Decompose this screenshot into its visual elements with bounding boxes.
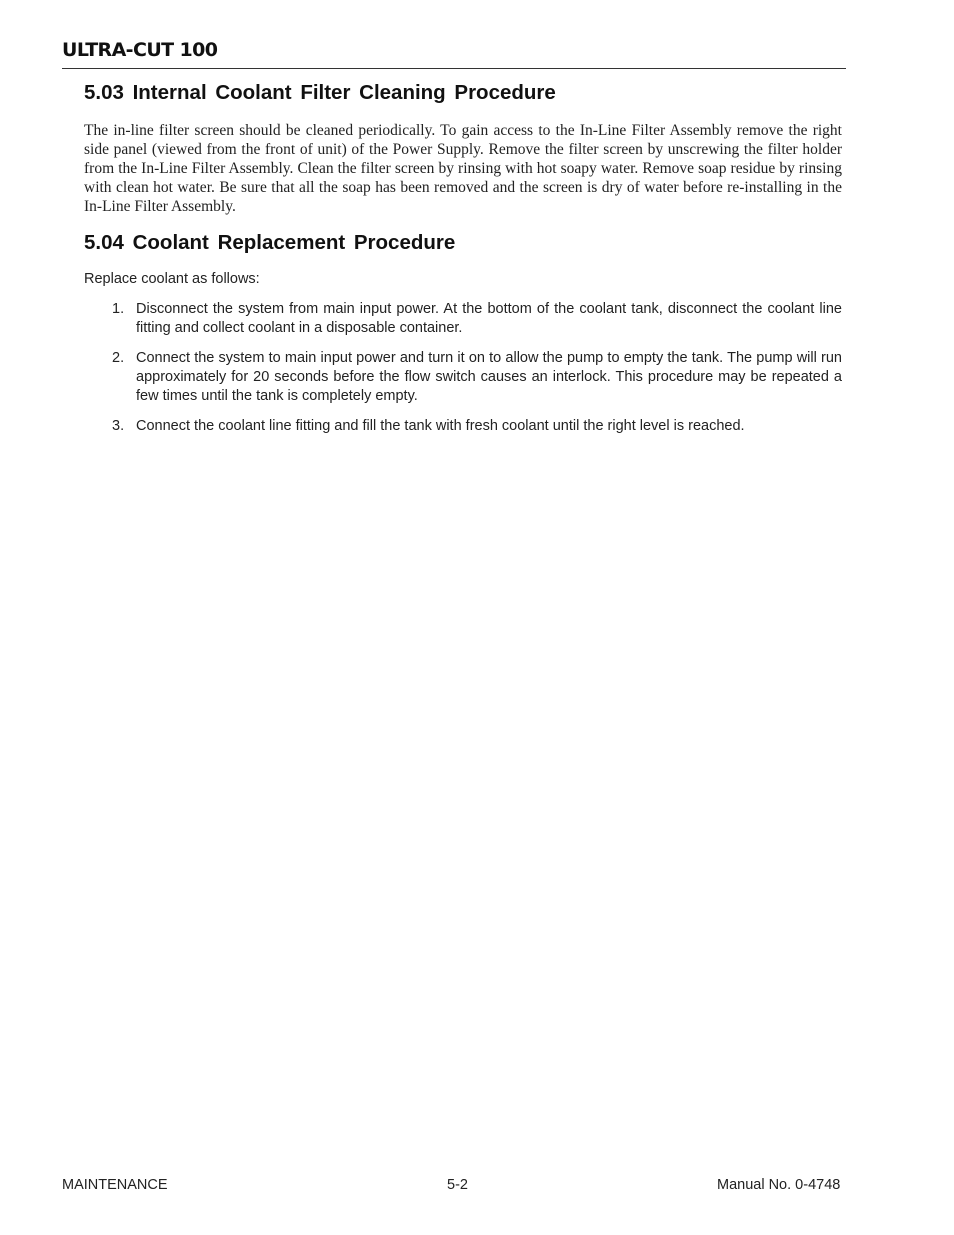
step-text: Disconnect the system from main input power. At the bottom of the coolant tank, disconnect the coolant line fitting and collect coolant in a disposable container. [136, 301, 842, 336]
header-divider [62, 68, 846, 69]
procedure-step [84, 349, 842, 406]
procedure-steps [84, 300, 842, 447]
step-number: 3. [112, 418, 125, 434]
section-heading-5-03: 5.03 Internal Coolant Filter Cleaning Procedure [84, 81, 556, 104]
footer-manual-number: Manual No. 0-4748 [717, 1177, 841, 1193]
step-number: 1. [112, 301, 125, 317]
footer-chapter: MAINTENANCE [62, 1177, 168, 1193]
document-title: ULTRA-CUT 100 [62, 39, 218, 61]
step-number: 2. [112, 350, 125, 366]
procedure-step [84, 417, 842, 436]
procedure-step [84, 300, 842, 338]
step-text: Connect the system to main input power and turn it on to allow the pump to empty the tank. The pump will run approximately for 20 seconds before the flow switch causes an interlock. This procedure may be repeated a few times until the tank is completely empty. [136, 350, 842, 404]
step-text: Connect the coolant line fitting and fill the tank with fresh coolant until the right level is reached. [136, 418, 745, 434]
section-heading-5-04: 5.04 Coolant Replacement Procedure [84, 231, 456, 254]
section-5-04-intro: Replace coolant as follows: [84, 271, 260, 287]
footer-page-number: 5-2 [447, 1177, 468, 1193]
section-5-03-body: The in-line filter screen should be cleaned periodically. To gain access to the In-Line Filter Assembly remove the right side panel (viewed from the front of unit) of the Power Supply. Remove the filter screen by unscrewing the filter holder from the In-Line Filter Assembly. Clean the filter screen by rinsing with hot soapy water. Remove soap residue by rinsing with clean hot water. Be sure that all the soap has been removed and the screen is dry of water before re-installing in the In-Line Filter Assembly. [84, 122, 842, 215]
